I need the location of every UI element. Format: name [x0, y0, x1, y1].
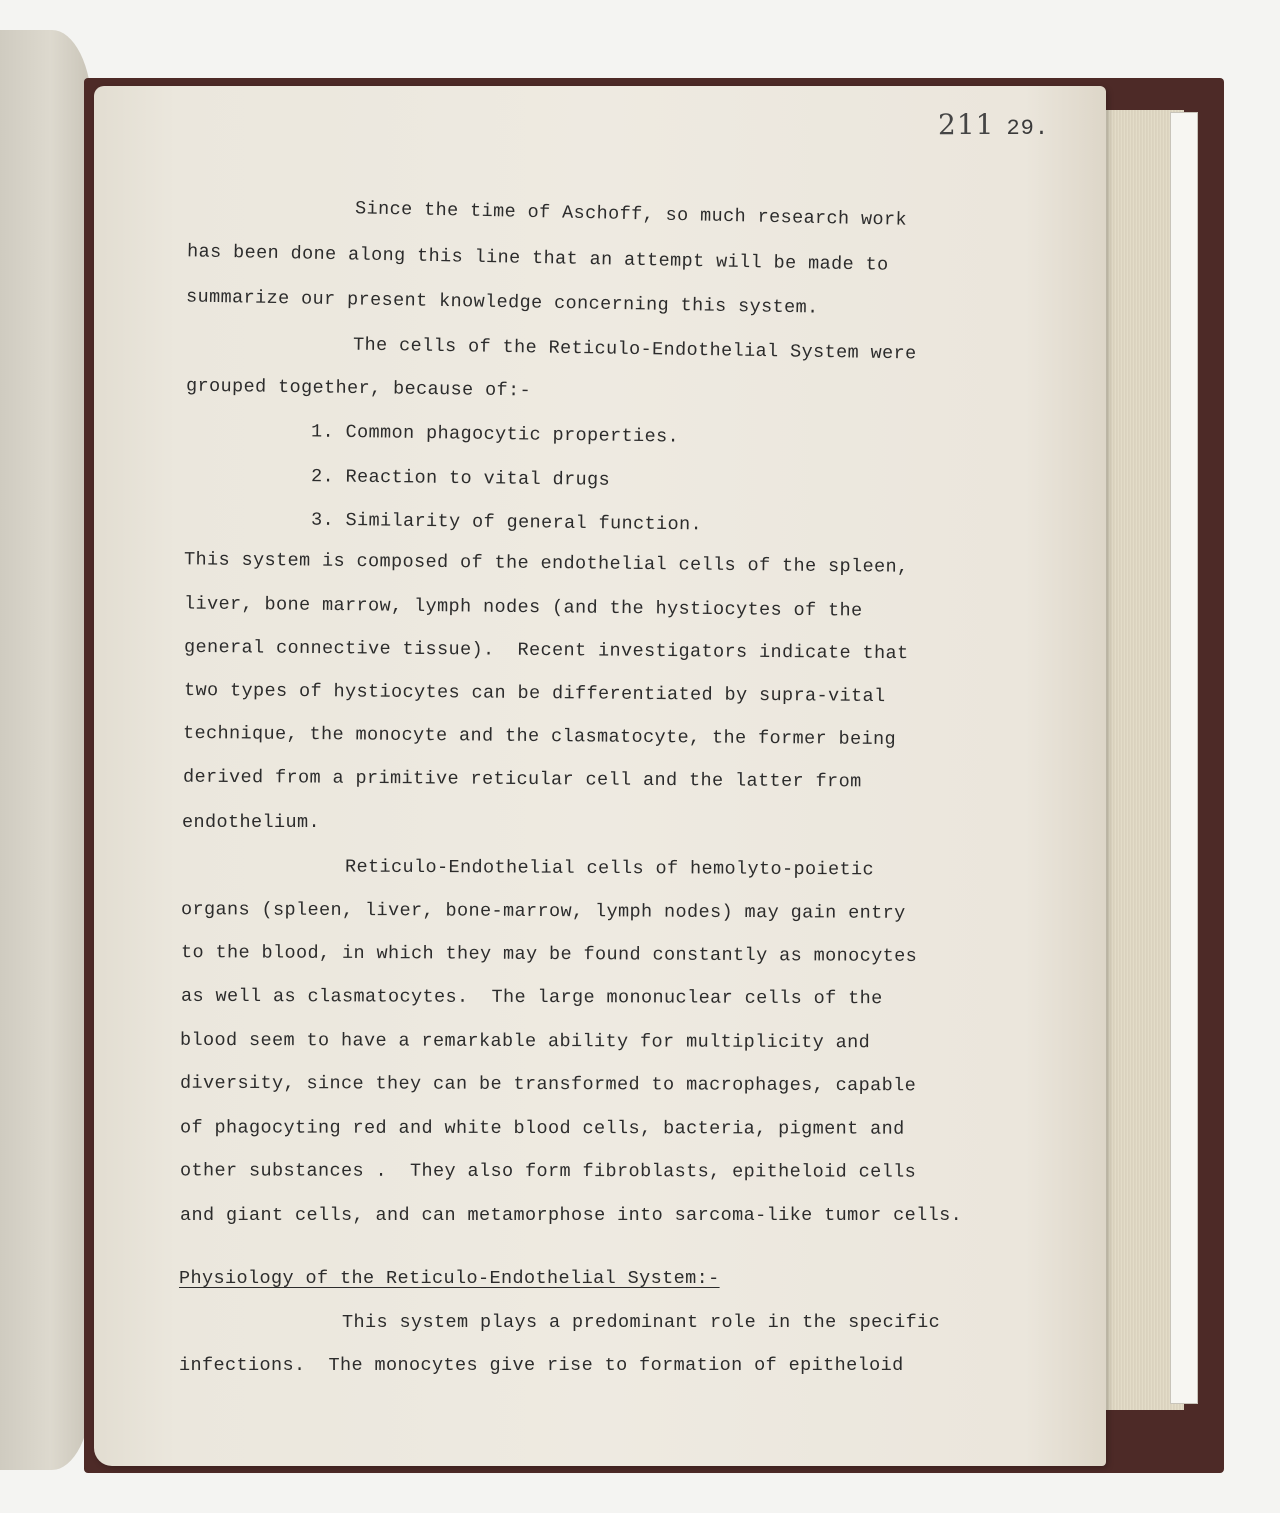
left-page-bleed-through — [14, 280, 84, 364]
text-line: technique, the monocyte and the clasmatocyte, the former being — [182, 722, 897, 751]
list-item: 3. Similarity of general function. — [310, 509, 703, 536]
text-line: to the blood, in which they may be found constantly as monocytes — [180, 942, 918, 967]
text-line: summarize our present knowledge concerning this system. — [185, 286, 819, 319]
text-line: other substances . They also form fibroblasts, epitheloid cells — [179, 1160, 917, 1183]
text-line: grouped together, because of:- — [185, 375, 532, 402]
text-line: infections. The monocytes give rise to formation of epitheloid — [179, 1355, 904, 1376]
page-number — [938, 108, 1049, 141]
text-line: of phagocyting red and white blood cells, bacteria, pigment and — [179, 1117, 905, 1140]
text-line: This system plays a predominant role in the specific — [342, 1312, 941, 1333]
folio-number: 211 — [938, 108, 995, 141]
typed-page-number: 29. — [1006, 116, 1050, 141]
text-line: two types of hystiocytes can be differentiated by supra-vital — [183, 679, 886, 708]
text-line: Reticulo-Endothelial cells of hemolyto-poietic — [344, 856, 875, 881]
text-line: The cells of the Reticulo-Endothelial System were — [352, 334, 917, 365]
text-line: liver, bone marrow, lymph nodes (and the hystiocytes of the — [183, 593, 863, 622]
text-line: as well as clasmatocytes. The large mononuclear cells of the — [180, 985, 883, 1010]
text-line: has been done along this line that an attempt will be made to — [186, 241, 889, 276]
text-line: derived from a primitive reticular cell and the latter from — [182, 766, 862, 793]
text-line: endothelium. — [182, 812, 321, 833]
text-line: general connective tissue). Recent investigators indicate that — [183, 636, 909, 665]
text-line: diversity, since they can be transformed to macrophages, capable — [179, 1072, 917, 1097]
text-line: organs (spleen, liver, bone-marrow, lymph nodes) may gain entry — [180, 899, 906, 924]
text-line: blood seem to have a remarkable ability for multiplicity and — [179, 1029, 871, 1054]
text-line: This system is composed of the endothelial cells of the spleen, — [183, 549, 909, 578]
text-line: and giant cells, and can metamorphose into sarcoma-like tumor cells. — [180, 1205, 963, 1226]
section-heading: Physiology of the Reticulo-Endothelial System:- — [179, 1268, 720, 1289]
inserted-sheet-edge — [1170, 112, 1198, 1404]
text-line: Since the time of Aschoff, so much research work — [354, 198, 908, 231]
left-facing-page — [0, 30, 92, 1470]
list-item: 1. Common phagocytic properties. — [310, 421, 680, 448]
list-item: 2. Reaction to vital drugs — [310, 466, 611, 491]
